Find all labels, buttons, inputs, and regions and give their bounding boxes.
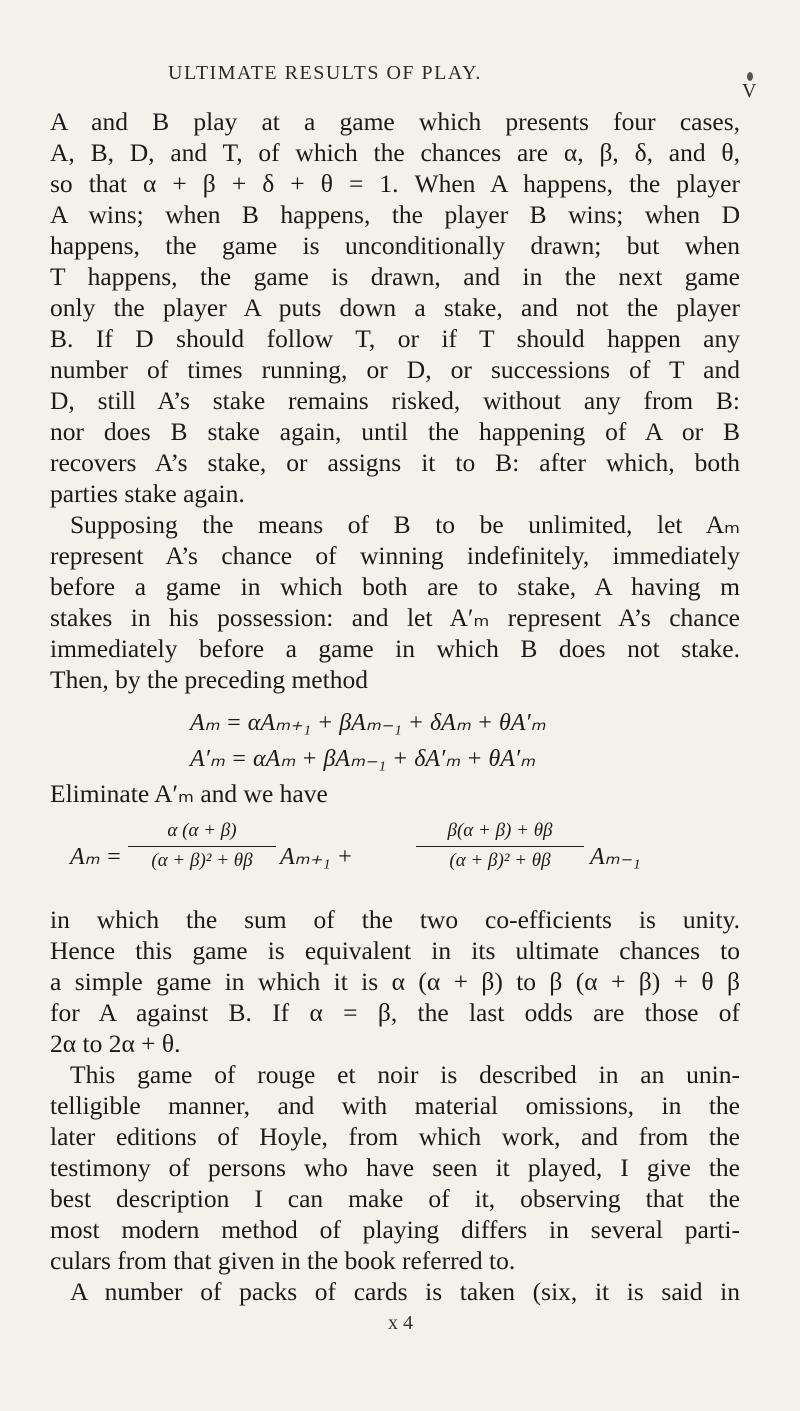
fraction-2-numerator: β(α + β) + θβ: [447, 820, 553, 841]
text-line: best description I can make of it, observing that the: [50, 1184, 740, 1213]
text-line: number of times running, or D, or successions of T and: [50, 355, 740, 384]
equation-3-lhs: Aₘ =: [70, 844, 122, 870]
text-line: Hence this game is equivalent in its ultimate chances to: [50, 936, 740, 965]
text-line: This game of rouge et noir is described in an unin-: [70, 1060, 740, 1089]
text-line: D, still A’s stake remains risked, without any from B:: [50, 386, 740, 415]
text-line: telligible manner, and with material omissions, in the: [50, 1091, 740, 1120]
text-line: so that α + β + δ + θ = 1. When A happens, the player: [50, 169, 740, 198]
text-line: immediately before a game in which B does not stake.: [50, 634, 740, 663]
text-line: parties stake again.: [50, 479, 245, 508]
text-line: before a game in which both are to stake, A having m: [50, 572, 740, 601]
text-line: stakes in his possession: and let A′ₘ represent A’s chance: [50, 603, 740, 632]
running-head: ULTIMATE RESULTS OF PLAY.: [168, 62, 482, 84]
text-line: B. If D should follow T, or if T should happen any: [50, 324, 740, 353]
text-line: A wins; when B happens, the player B wins; when D: [50, 200, 740, 229]
page-header: [0, 62, 800, 102]
text-line: a simple game in which it is α (α + β) to β (α + β) + θ β: [50, 967, 740, 996]
fraction-1-denominator: (α + β)² + θβ: [151, 850, 253, 871]
text-line: A number of packs of cards is taken (six, it is said in: [70, 1277, 740, 1306]
text-line: represent A’s chance of winning indefinitely, immediately: [50, 541, 740, 570]
text-line: in which the sum of the two co-efficients is unity.: [50, 905, 740, 934]
equation-2: A′ₘ = αAₘ + βAₘ₋₁ + δA′ₘ + θA′ₘ: [190, 746, 536, 772]
fraction-1-numerator: α (α + β): [167, 820, 237, 841]
text-line: nor does B stake again, until the happening of A or B: [50, 417, 740, 446]
equation-1: Aₘ = αAₘ₊₁ + βAₘ₋₁ + δAₘ + θA′ₘ: [190, 710, 546, 736]
page-number: V: [742, 80, 757, 102]
text-line: A, B, D, and T, of which the chances are α, β, δ, and θ,: [50, 138, 740, 167]
text-line: only the player A puts down a stake, and not the player: [50, 293, 740, 322]
text-line: for A against B. If α = β, the last odds are those of: [50, 998, 740, 1027]
text-line: Supposing the means of B to be unlimited, let Aₘ: [70, 510, 740, 539]
text-line: culars from that given in the book referred to.: [50, 1246, 516, 1275]
text-line: recovers A’s stake, or assigns it to B: after which, both: [50, 448, 740, 477]
text-line: A and B play at a game which presents four cases,: [50, 107, 740, 136]
text-line: 2α to 2α + θ.: [50, 1029, 181, 1058]
signature-mark: x 4: [388, 1312, 413, 1334]
text-line: T happens, the game is drawn, and in the next game: [50, 262, 740, 291]
fraction-1-bar: [128, 846, 276, 847]
equation-3-rhs: Aₘ₋₁: [590, 844, 641, 870]
fraction-2-denominator: (α + β)² + θβ: [449, 850, 551, 871]
text-line: testimony of persons who have seen it played, I give the: [50, 1153, 740, 1182]
text-line: most modern method of playing differs in several parti-: [50, 1215, 740, 1244]
equation-3-mid: Aₘ₊₁ +: [280, 844, 353, 870]
text-line: Then, by the preceding method: [50, 665, 368, 694]
text-line: happens, the game is unconditionally drawn; but when: [50, 231, 740, 260]
text-line: later editions of Hoyle, from which work, and from the: [50, 1122, 740, 1151]
text-line: Eliminate A′ₘ and we have: [50, 779, 328, 808]
fraction-2-bar: [416, 846, 584, 847]
